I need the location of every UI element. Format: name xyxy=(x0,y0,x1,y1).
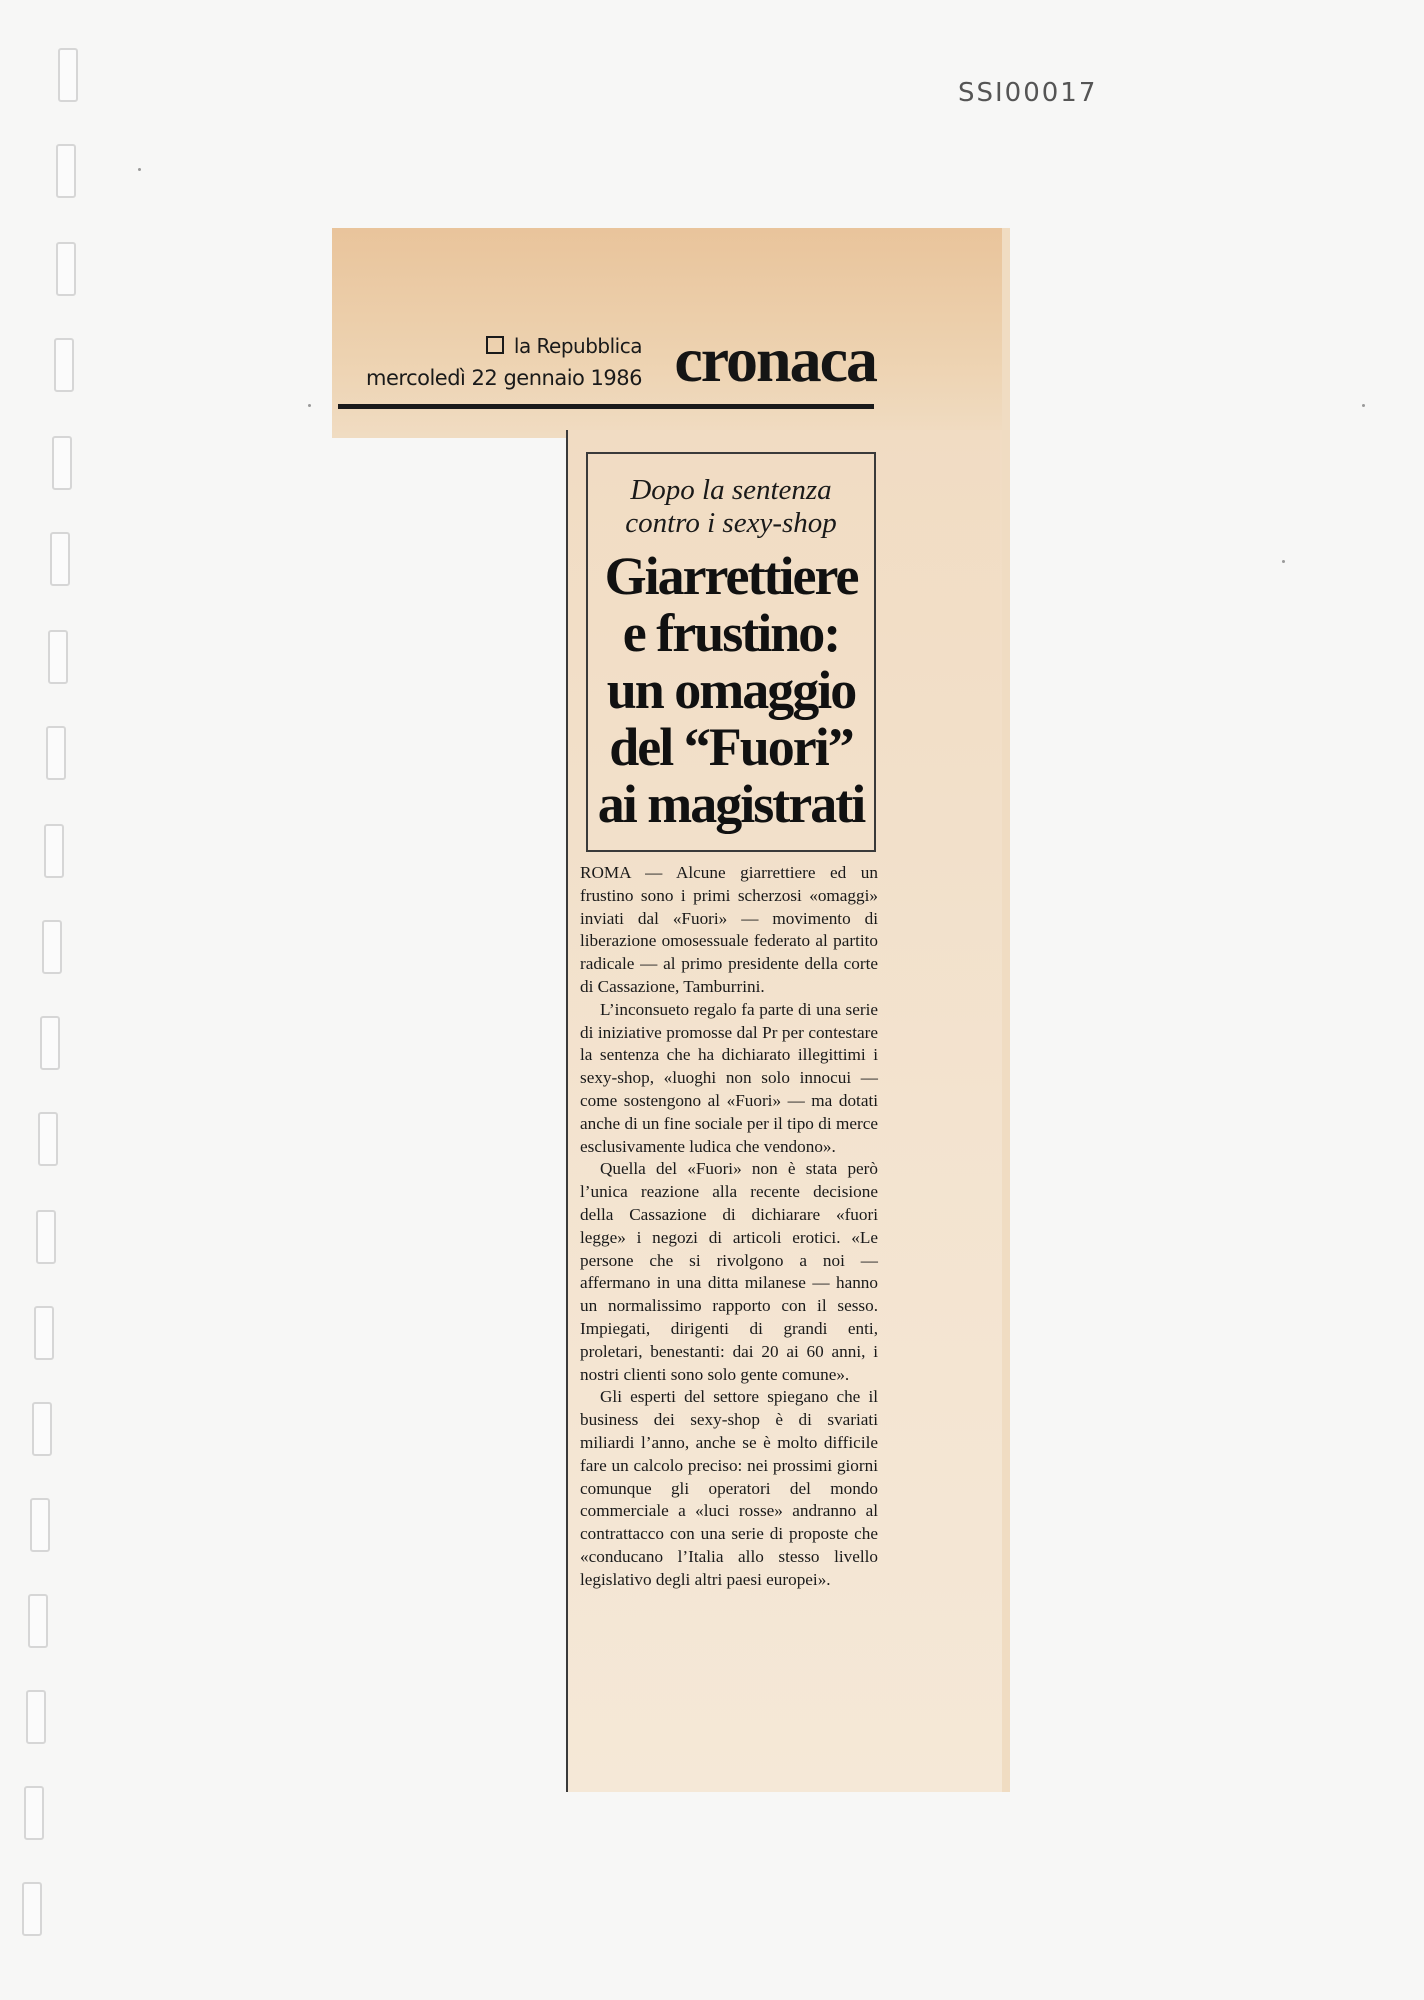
binder-hole xyxy=(30,1498,50,1552)
binder-hole xyxy=(40,1016,60,1070)
paper-name xyxy=(486,334,642,358)
scan-speck xyxy=(308,404,311,407)
binder-hole xyxy=(46,726,66,780)
paper-name-text: la Repubblica xyxy=(513,334,642,358)
article-paragraph: L’inconsueto regalo fa parte di una serie di iniziative promosse dal Pr per contestare la sentenza che ha dichiarato illegittimi i sexy-shop, «luoghi non solo innocui — come sostengono al «Fuori» — ma dotati anche di un fine sociale per il tipo di merce esclusivamente ludica che vendono». xyxy=(580,999,878,1156)
square-icon xyxy=(486,336,504,354)
scan-speck xyxy=(1362,404,1365,407)
article-paragraph: Gli esperti del settore spiegano che il business dei sexy-shop è di svariati miliardi l’anno, anche se è molto difficile fare un calcolo preciso: nei prossimi giorni comunque gli operatori del mondo commerciale a «luci rosse» andranno al contrattacco con una serie di proposte che «conducano l’Italia allo stesso livello legislativo degli altri paesi europei». xyxy=(580,1387,878,1589)
binder-hole xyxy=(22,1882,42,1936)
kicker-line: Dopo la sentenza xyxy=(630,474,832,506)
binder-hole xyxy=(36,1210,56,1264)
scan-speck xyxy=(1282,560,1285,563)
binder-hole xyxy=(42,920,62,974)
headline-box xyxy=(586,452,876,852)
headline xyxy=(588,548,874,833)
article-paragraph: ROMA — Alcune giarrettiere ed un frustino sono i primi scherzosi «omaggi» inviati dal «Fuori» — movimento di liberazione omosessuale federato al partito radicale — al primo presidente della corte di Cassazione, Tamburrini. xyxy=(580,863,878,996)
binder-hole xyxy=(44,824,64,878)
article-paragraph: Quella del «Fuori» non è stata però l’unica reazione alla recente decisione della Cassazione di dichiarare «fuori legge» i negozi di articoli erotici. «Le persone che si rivolgono a noi — affermano in una ditta milanese — hanno un normalissimo rapporto con il sesso. Impiegati, dirigenti di grandi enti, proletari, benestanti: dai 20 ai 60 anni, i nostri clienti sono solo gente comune». xyxy=(580,1159,878,1384)
binder-hole xyxy=(54,338,74,392)
kicker xyxy=(588,474,874,540)
headline-line: Giarrettiere xyxy=(604,546,858,606)
binder-hole xyxy=(48,630,68,684)
section-name: cronaca xyxy=(674,324,876,395)
headline-line: un omaggio xyxy=(606,660,856,720)
binder-hole xyxy=(58,48,78,102)
archive-code: SSI00017 xyxy=(958,78,1098,108)
binder-hole xyxy=(32,1402,52,1456)
binder-hole xyxy=(34,1306,54,1360)
binder-hole xyxy=(26,1690,46,1744)
scan-speck xyxy=(138,168,141,171)
headline-line: e frustino: xyxy=(622,603,840,663)
headline-line: ai magistrati xyxy=(597,774,865,834)
clipping-edge xyxy=(1002,228,1010,1792)
binder-hole xyxy=(38,1112,58,1166)
binder-hole xyxy=(56,144,76,198)
publication-date: mercoledì 22 gennaio 1986 xyxy=(366,366,642,390)
binder-hole xyxy=(28,1594,48,1648)
headline-line: del “Fuori” xyxy=(609,717,853,777)
binder-hole xyxy=(52,436,72,490)
article-body xyxy=(580,862,878,1592)
binder-hole xyxy=(24,1786,44,1840)
masthead-rule xyxy=(338,404,874,409)
binder-hole xyxy=(50,532,70,586)
binder-hole xyxy=(56,242,76,296)
kicker-line: contro i sexy-shop xyxy=(625,507,837,539)
